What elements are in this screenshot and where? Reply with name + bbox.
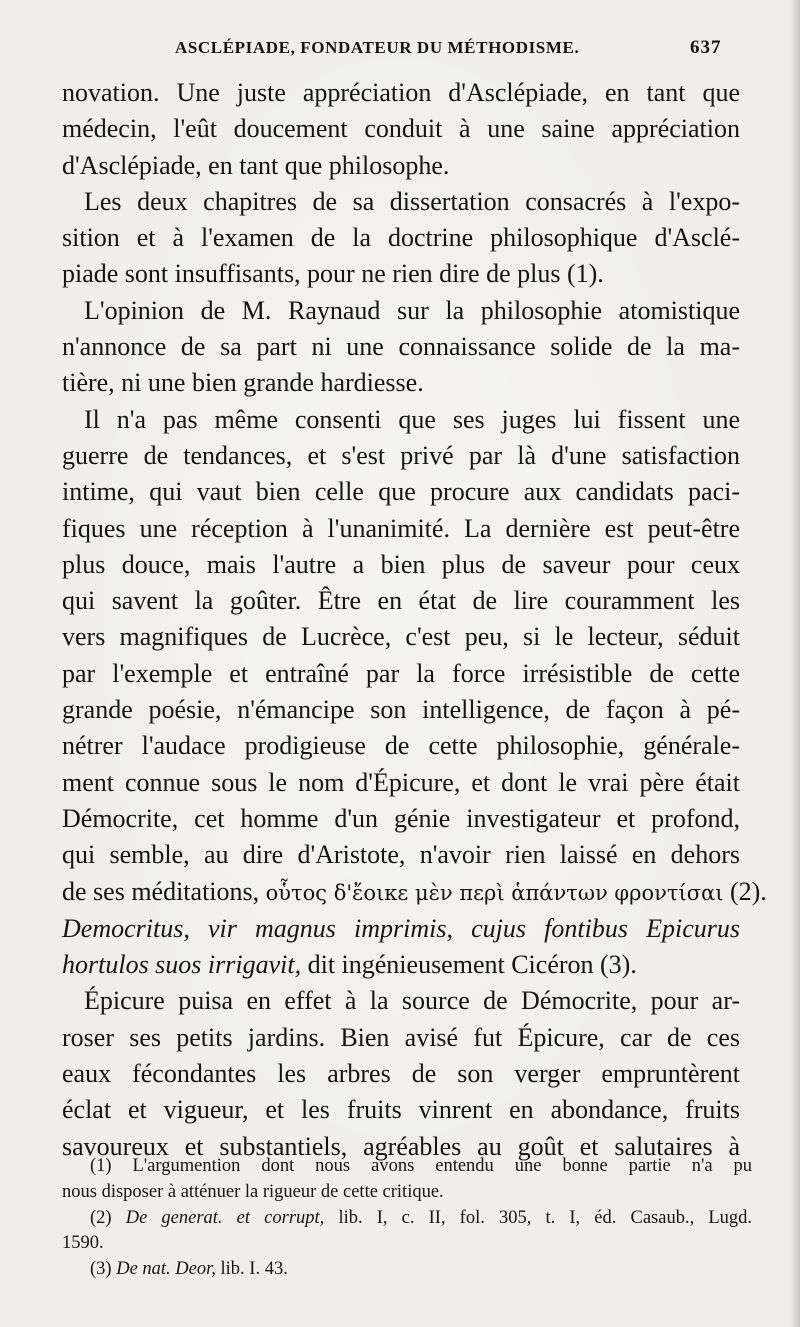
text-line: savoureux et substantiels, agréables au goût et salutaires à	[62, 1131, 740, 1161]
text-line: ment connue sous le nom d'Épicure, et dont le vrai père était	[62, 767, 740, 797]
footnote-ref: (2).	[729, 876, 767, 906]
main-text	[62, 75, 767, 1165]
footnote-2	[62, 1206, 752, 1232]
footnote-title: De generat. et corrupt,	[125, 1207, 325, 1228]
footnote-1: (1) L'argumention dont nous avons entendu une bonne partie n'a pu	[90, 1156, 752, 1176]
text-line: plus douce, mais l'autre a bien plus de saveur pour ceux	[62, 549, 740, 579]
text-segment: dit ingénieusement Cicéron (3).	[307, 950, 637, 980]
paragraph-start: Épicure puisa en effet à la source de Démocrite, pour ar-	[84, 986, 740, 1016]
footnote-text: lib. I, c. II, fol. 305, t. I, éd. Casaub., Lugd.	[338, 1207, 753, 1228]
paragraph-start: L'opinion de M. Raynaud sur la philosophie atomistique	[84, 295, 740, 325]
text-line: fiques une réception à l'unanimité. La dernière est peut-être	[62, 513, 740, 543]
running-header-title: ASCLÉPIADE, FONDATEUR DU MÉTHODISME.	[175, 38, 580, 57]
page-number: 637	[690, 37, 722, 58]
text-line: piade sont insuffisants, pour ne rien dire de plus (1).	[62, 259, 604, 289]
text-line: n'annonce de sa part ni une connaissance solide de la ma-	[62, 332, 740, 362]
text-line: médecin, l'eût doucement conduit à une saine appréciation	[62, 114, 740, 144]
footnote-text: lib. I. 43.	[220, 1259, 288, 1280]
text-line: novation. Une juste appréciation d'Asclépiade, en tant que	[62, 78, 740, 107]
text-line-with-greek	[62, 874, 767, 911]
latin-quotation-end: hortulos suos irrigavit,	[62, 950, 302, 980]
footnote-marker: (2)	[90, 1207, 112, 1228]
text-line: nétrer l'audace prodigieuse de cette philosophie, générale-	[62, 731, 740, 761]
text-line: tière, ni une bien grande hardiesse.	[62, 368, 424, 398]
text-line: Démocrite, cet homme d'un génie investigateur et profond,	[62, 803, 740, 833]
footnotes	[62, 1154, 752, 1283]
text-line: éclat et vigueur, et les fruits vinrent en abondance, fruits	[62, 1095, 740, 1125]
text-segment: de ses méditations,	[62, 876, 260, 906]
text-line: d'Asclépiade, en tant que philosophe.	[62, 150, 450, 180]
text-line: intime, qui vaut bien celle que procure aux candidats paci-	[62, 477, 740, 507]
latin-quotation: Democritus, vir magnus imprimis, cujus fontibus Epicurus	[62, 913, 740, 943]
page-edge-shadow	[790, 0, 800, 1327]
footnote-marker: (3)	[90, 1259, 112, 1280]
footnote-2-cont: 1590.	[62, 1233, 104, 1254]
text-line: qui savent la goûter. Être en état de lire couramment les	[62, 586, 740, 616]
text-line: guerre de tendances, et s'est privé par là d'une satisfaction	[62, 440, 740, 470]
paragraph-start: Il n'a pas même consenti que ses juges lui fissent une	[84, 404, 740, 434]
paragraph-start: Les deux chapitres de sa dissertation consacrés à l'expo-	[84, 186, 740, 216]
footnote-title: De nat. Deor,	[116, 1259, 216, 1280]
greek-quotation: οὗτος δ'ἔοικε μὲν περὶ ἁπάντων φροντίσαι	[265, 880, 724, 905]
footnote-1-cont: nous disposer à atténuer la rigueur de cette critique.	[62, 1181, 444, 1202]
text-line: grande poésie, n'émancipe son intelligence, de façon à pé-	[62, 695, 740, 725]
footnote-3	[62, 1257, 752, 1283]
text-line: eaux fécondantes les arbres de son verger empruntèrent	[62, 1059, 740, 1089]
text-line-with-latin	[62, 947, 740, 983]
text-line: par l'exemple et entraîné par la force irrésistible de cette	[62, 658, 740, 688]
text-line: vers magnifiques de Lucrèce, c'est peu, si le lecteur, séduit	[62, 622, 740, 652]
text-line: qui semble, au dire d'Aristote, n'avoir rien laissé en dehors	[62, 840, 740, 870]
text-line: sition et à l'examen de la doctrine philosophique d'Asclé-	[62, 223, 740, 253]
text-line: roser ses petits jardins. Bien avisé fut Épicure, car de ces	[62, 1022, 740, 1052]
